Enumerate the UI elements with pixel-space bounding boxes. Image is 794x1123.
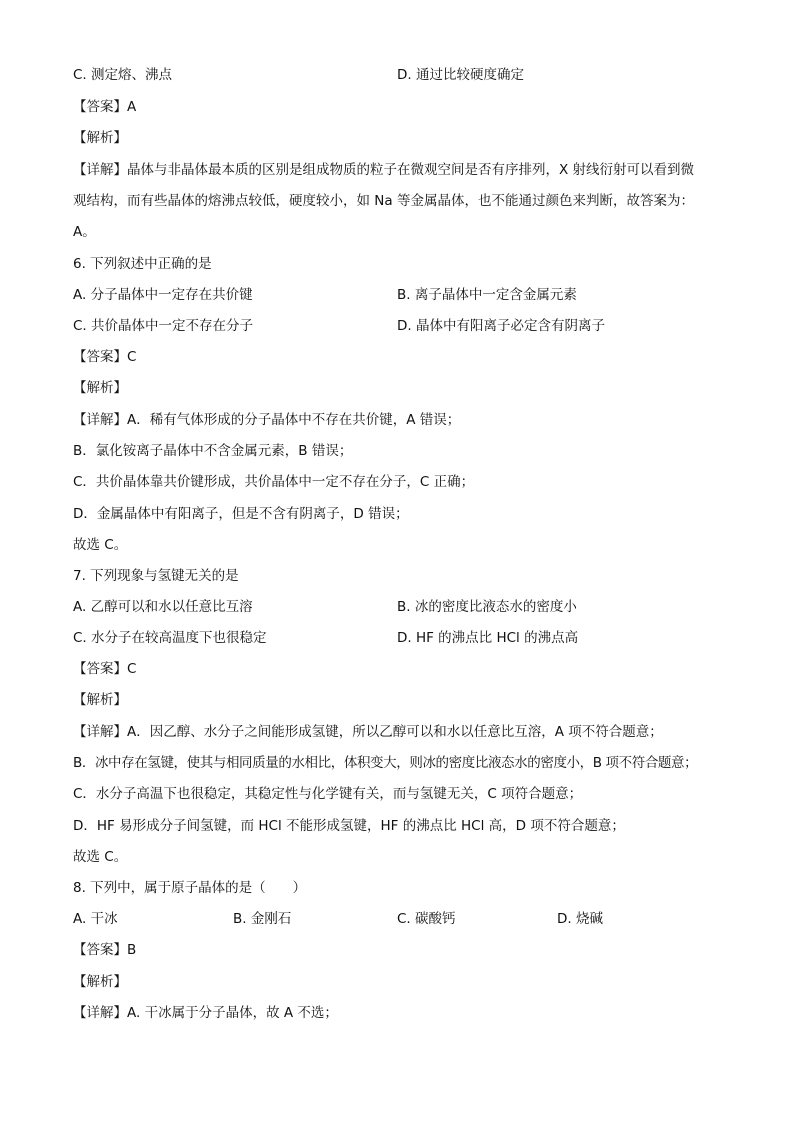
q7-detail-line: D．HF 易形成分子间氢键，而 HCl 不能形成氢键，HF 的沸点比 HCl 高，D 项不符合题意； <box>73 818 625 834</box>
q8-option-b: B. 金刚石 <box>233 911 292 927</box>
q7-answer: 【答案】C <box>73 661 137 677</box>
q5-detail-line: A。 <box>73 224 96 240</box>
q6-stem: 6. 下列叙述中正确的是 <box>73 256 212 272</box>
q8-option-c: C. 碳酸钙 <box>397 911 456 927</box>
q7-option-d: D. HF 的沸点比 HCl 的沸点高 <box>397 630 579 646</box>
q7-detail-line: B．冰中存在氢键，使其与相同质量的水相比，体积变大，则冰的密度比液态水的密度小，B 项不符合题意； <box>73 755 698 771</box>
q7-stem: 7. 下列现象与氢键无关的是 <box>73 568 239 584</box>
q5-option-d: D. 通过比较硬度确定 <box>397 67 524 83</box>
q6-option-b: B. 离子晶体中一定含金属元素 <box>397 287 577 303</box>
q6-detail-line: C．共价晶体靠共价键形成，共价晶体中一定不存在分子，C 正确； <box>73 474 475 490</box>
q7-detail-line: 【详解】A．因乙醇、水分子之间能形成氢键，所以乙醇可以和水以任意比互溶，A 项不符合题意； <box>73 724 663 740</box>
q5-option-c: C. 测定熔、沸点 <box>73 67 173 83</box>
q7-option-c: C. 水分子在较高温度下也很稳定 <box>73 630 267 646</box>
q5-analysis-heading: 【解析】 <box>73 130 127 146</box>
q6-option-c: C. 共价晶体中一定不存在分子 <box>73 318 254 334</box>
q7-detail-line: 故选 C。 <box>73 849 128 865</box>
q7-option-b: B. 冰的密度比液态水的密度小 <box>397 599 577 615</box>
q5-detail-line: 观结构，而有些晶体的熔沸点较低，硬度较小，如 Na 等金属晶体，也不能通过颜色来判断，故答案为： <box>73 193 694 209</box>
q7-option-a: A. 乙醇可以和水以任意比互溶 <box>73 599 253 615</box>
q7-detail-line: C．水分子高温下也很稳定，其稳定性与化学键有关，而与氢键无关，C 项符合题意； <box>73 786 583 802</box>
q5-answer: 【答案】A <box>73 99 137 115</box>
q6-detail-line: D．金属晶体中有阳离子，但是不含有阴离子，D 错误； <box>73 506 409 522</box>
q6-analysis-heading: 【解析】 <box>73 380 127 396</box>
q6-detail-line: 【详解】A．稀有气体形成的分子晶体中不存在共价键，A 错误； <box>73 412 461 428</box>
q8-stem: 8. 下列中，属于原子晶体的是（ ） <box>73 880 307 896</box>
q8-option-d: D. 烧碱 <box>557 911 603 927</box>
q8-analysis-heading: 【解析】 <box>73 974 127 990</box>
q6-detail-line: 故选 C。 <box>73 537 128 553</box>
q6-answer: 【答案】C <box>73 349 137 365</box>
q6-detail-line: B．氯化铵离子晶体中不含金属元素，B 错误； <box>73 443 353 459</box>
q7-analysis-heading: 【解析】 <box>73 692 127 708</box>
q6-option-a: A. 分子晶体中一定存在共价键 <box>73 287 253 303</box>
q8-answer: 【答案】B <box>73 942 137 958</box>
q8-detail-line: 【详解】A. 干冰属于分子晶体，故 A 不选； <box>73 1005 338 1021</box>
q8-option-a: A. 干冰 <box>73 911 118 927</box>
q6-option-d: D. 晶体中有阳离子必定含有阴离子 <box>397 318 605 334</box>
q5-detail-line: 【详解】晶体与非晶体最本质的区别是组成物质的粒子在微观空间是否有序排列，X 射线衍射可以看到微 <box>73 162 695 178</box>
